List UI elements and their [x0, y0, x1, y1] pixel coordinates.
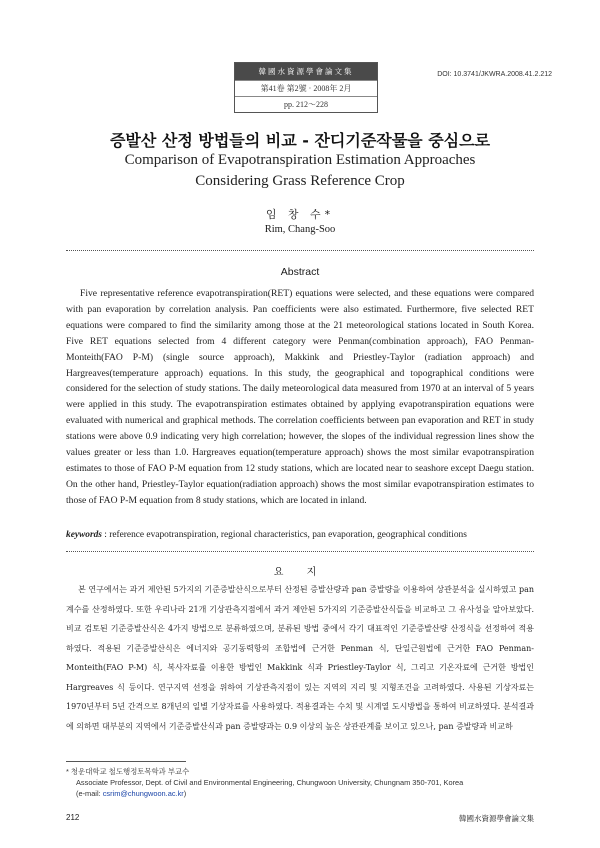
keywords-text: : reference evapotranspiration, regional characteristics, pan evaporation, geographical conditions [101, 530, 467, 540]
doi: DOI: 10.3741/JKWRA.2008.41.2.212 [437, 71, 552, 78]
footnote-rule [66, 761, 186, 762]
title-english-line-1: Comparison of Evapotranspiration Estimation Approaches [124, 152, 476, 168]
author-english: Rim, Chang-Soo [264, 224, 336, 235]
abstract-body: Five representative reference evapotranspiration(RET) equations were selected, and these equations were compared with pan evaporation by correlation analysis. Pan coefficients were also estimated. Furthermore, five selected RET equations were compared to find the similarity among those at the 21 meteorological stations located in South Korea. Five RET equations selected from 4 different category were Penman(combination approach), FAO Penman-Monteith(FAO P-M) (single source approach), Makkink and Priestley-Taylor (radiation approach) and Hargreaves(temperature approach) equations. In this study, the geographical and topographical conditions were considered for the selection of study stations. The daily meteorological data measured from 1970 at an interval of 5 years were applied in this study. The evapotranspiration estimates obtained by applying evapotranspiration equations were evaluated with numerical and graphical methods. The correlation coefficients between pan evaporation and RET in study stations were above 0.9 indicating very high correlation; however, the slopes of the individual regression lines show the values greater or less than 1.0. Hargreaves equation(temperature approach) shows the most similar evapotranspiration estimates to those of FAO P-M equation from 12 study stations, which are located near to seashore except Daegu station. On the other hand, Priestley-Taylor equation(radiation approach) shows the most similar evapotranspiration estimates to those of FAO P-M equation from 8 study stations, which are located in inland. [66, 288, 534, 506]
email-prefix: (e-mail: [76, 789, 103, 798]
yoji-body: 본 연구에서는 과거 제안된 5가지의 기준증발산식으로부터 산정된 증발산량과 pan 증발량을 이용하여 상관분석을 실시하였고 pan 계수를 산정하였다. 또한 우리나라 21개 기상관측지점에서 과거 제안된 5가지의 기준증발산식들을 비교하고 그 유사성을 알아보았다. 비교 검토된 기준증발산식은 4가지 방법으로 분류하였으며, 분류된 방법 중에서 각기 대표적인 기준증발산량 산정식을 선정하여 적용하였다. 적용된 기준증발산식은 에너지와 공기동력항의 조합법에 근거한 Penman 식, 단일근원법에 근거한 FAO Penman-Monteith(FAO P-M) 식, 복사자료를 이용한 방법인 Makkink 식과 Priestley-Taylor 식, 그리고 기온자료에 근거한 방법인 Hargreaves 식 등이다. 연구지역 선정을 위하여 기상관측지점이 있는 지역의 지리 및 지형조건을 고려하였다. 사용된 기상자료는 1970년부터 5년 간격으로 8개년의 일별 기상자료를 사용하였다. 적용결과는 수치 및 시계열 도시방법을 통하여 비교하였다. 분석결과에 의하면 대부분의 지역에서 기준증발산식과 pan 증발량과는 0.9 이상의 높은 상관관계를 보이고 있으나, pan 증발량과 비교하 [66, 585, 534, 731]
footer-journal-name: 韓國水資源學會論文集 [459, 814, 534, 823]
volume-issue: 第41卷 第2號 · 2008年 2月 [235, 80, 377, 96]
footnote-affiliation-ko: * 청운대학교 철도행정토목학과 부교수 [66, 767, 190, 776]
email-suffix: ) [183, 789, 187, 798]
divider-top [66, 250, 534, 251]
title-english-line-2: Considering Grass Reference Crop [195, 173, 405, 189]
author-korean: 임 창 수* [265, 208, 335, 221]
divider-keywords [66, 551, 534, 552]
footnote-email-line [66, 788, 534, 799]
keywords-label: keywords [66, 530, 102, 540]
email-link[interactable]: csrim@chungwoon.ac.kr [102, 789, 184, 798]
keywords-line [66, 530, 534, 540]
page-range: pp. 212～228 [235, 96, 377, 112]
footnote [66, 766, 534, 799]
title-korean: 증발산 산정 방법들의 비교 - 잔디기준작물을 중심으로 [109, 131, 491, 150]
yoji-heading: 요 지 [273, 567, 327, 578]
page-number: 212 [66, 813, 80, 822]
journal-name: 韓國水資源學會論文集 [235, 63, 377, 80]
abstract-heading: Abstract [280, 266, 320, 278]
journal-info-box [234, 62, 378, 113]
title-english [0, 150, 600, 192]
footnote-affiliation-en: Associate Professor, Dept. of Civil and Environmental Engineering, Chungwoon University, Chungnam 350-701, Korea [76, 778, 464, 787]
